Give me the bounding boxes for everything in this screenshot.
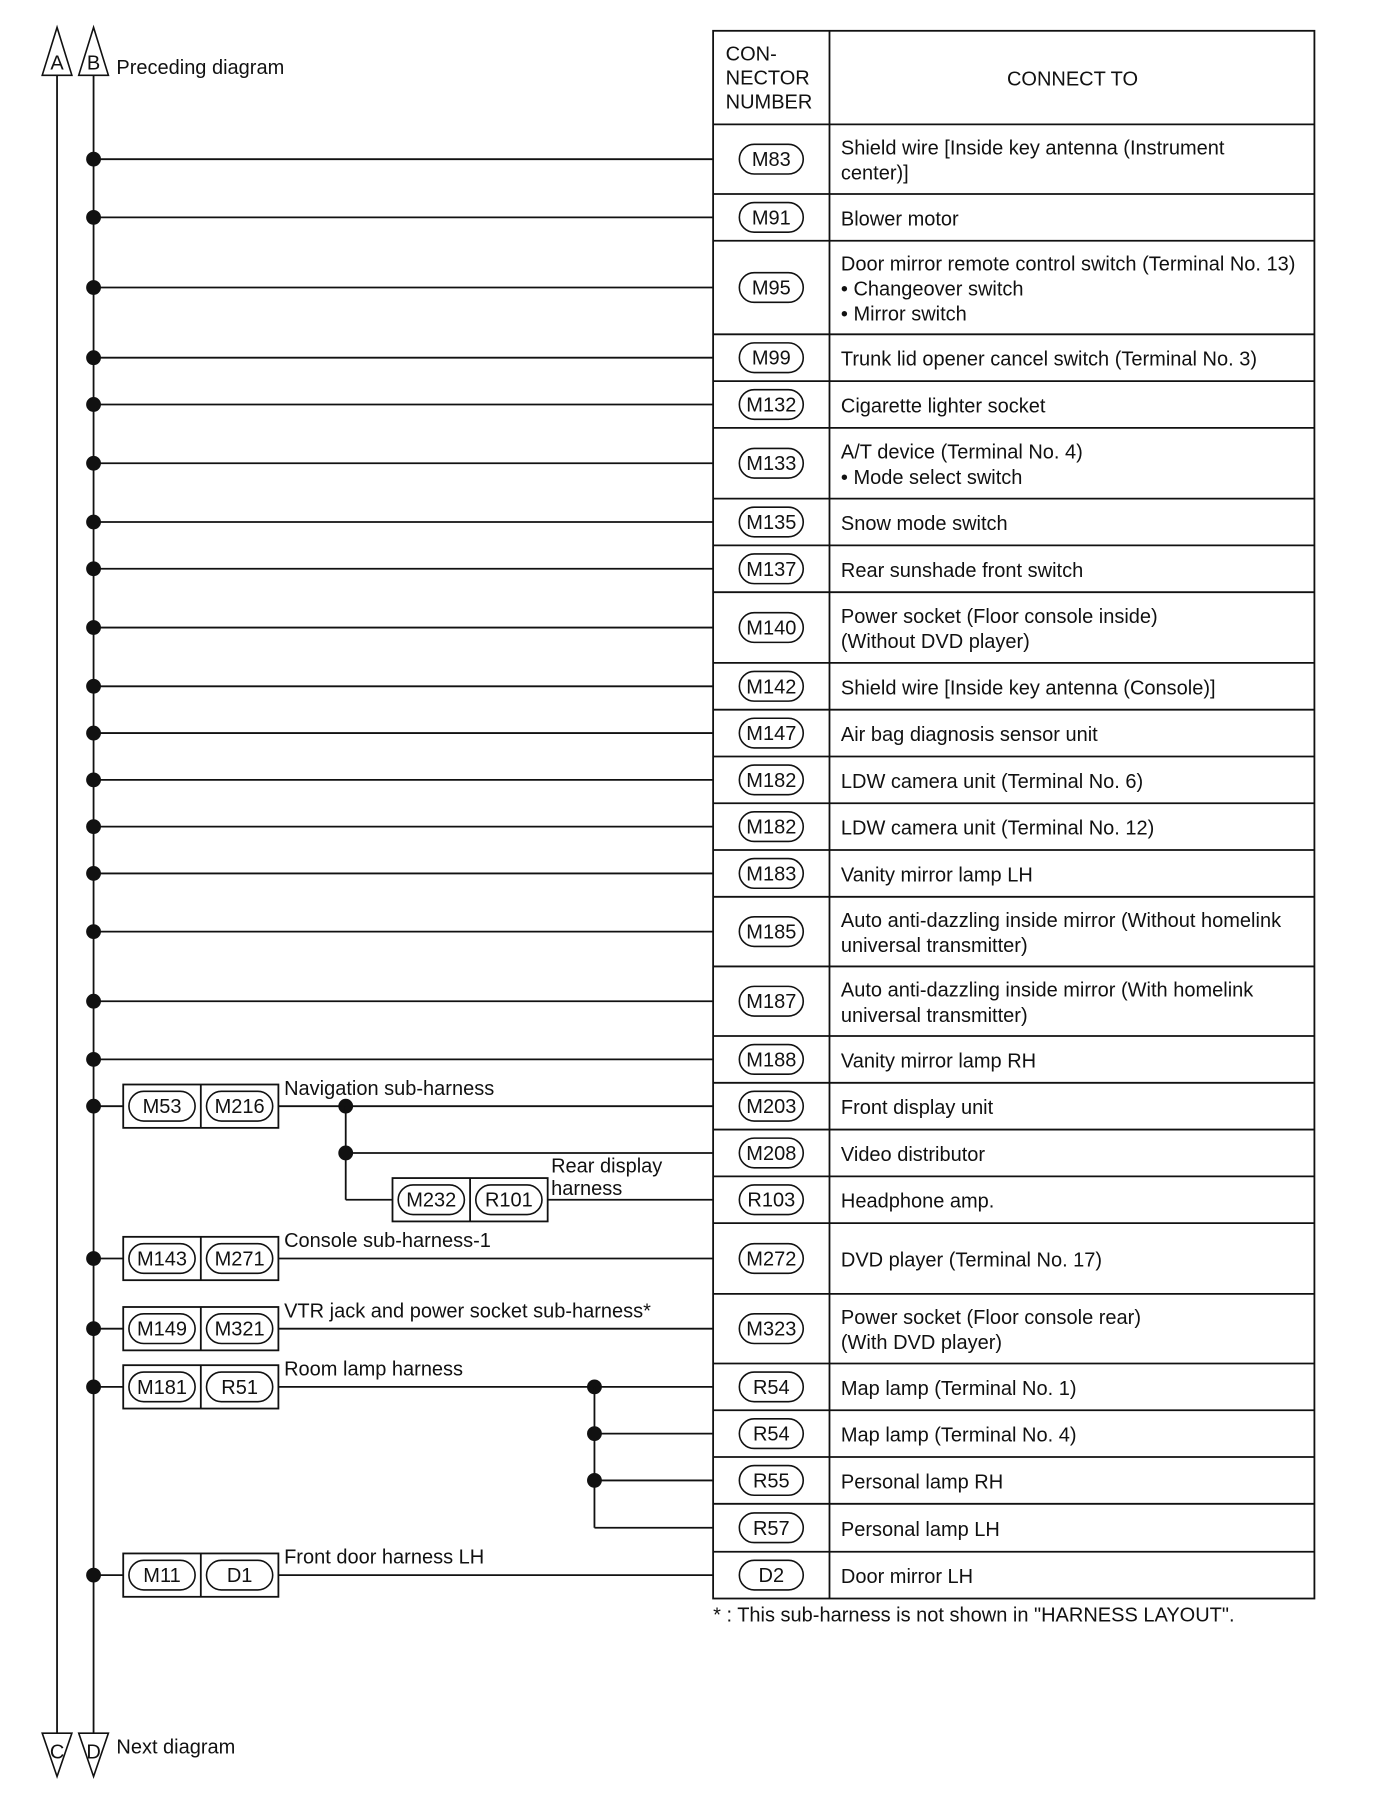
connector-label: R51: [221, 1376, 258, 1399]
row-connector: [739, 859, 803, 889]
row-connector: [739, 613, 803, 643]
pair-right-connector: [476, 1185, 542, 1215]
pair-left-connector: [398, 1185, 464, 1215]
row-connect-to-text: • Mode select switch: [840, 466, 1023, 489]
row-connector: [739, 671, 803, 701]
splice-node: [86, 1099, 101, 1114]
splice-node: [86, 819, 101, 834]
splice-node: [86, 866, 101, 881]
row-connect-to-text: Front display unit: [840, 1097, 994, 1120]
sub-harness-rear-display: [392, 1178, 547, 1221]
splice-node: [86, 1052, 101, 1067]
row-connector: [739, 1244, 803, 1274]
connector-label: M271: [214, 1248, 265, 1271]
row-connect-to-text: A/T device (Terminal No. 4): [840, 441, 1083, 464]
row-connect-to-text: Map lamp (Terminal No. 4): [840, 1424, 1077, 1447]
row-connector: [739, 1372, 803, 1402]
connector-label: M133: [746, 453, 797, 476]
connector-label: R55: [752, 1470, 790, 1493]
row-connector: [739, 986, 803, 1016]
connector-label: M183: [746, 863, 797, 886]
row-connect-to-text: (Without DVD player): [840, 631, 1030, 654]
sub-harness-label: Console sub-harness-1: [284, 1230, 491, 1253]
row-connect-to-text: Blower motor: [840, 208, 959, 231]
row-connector: [739, 718, 803, 748]
header-connect-to: CONNECT TO: [1006, 68, 1139, 91]
row-connect-to-text: Door mirror LH: [840, 1566, 974, 1589]
arrow-letter: B: [86, 52, 101, 75]
splice-node: [86, 515, 101, 530]
row-connector: [739, 507, 803, 537]
splice-node: [86, 772, 101, 787]
pair-right-connector: [207, 1560, 273, 1590]
connector-label: M132: [746, 394, 797, 417]
connector-label: M188: [746, 1049, 797, 1072]
connector-label: M216: [214, 1096, 265, 1119]
connector-table: [713, 31, 1314, 1599]
row-connector: [739, 1314, 803, 1344]
connector-label: M91: [751, 207, 791, 230]
pair-left-connector: [129, 1372, 195, 1402]
row-connector: [739, 1513, 803, 1543]
row-connector: [739, 917, 803, 947]
splice-node: [86, 1321, 101, 1336]
arrow-a: [42, 27, 72, 75]
splice-node: [86, 152, 101, 167]
row-connect-to-text: Vanity mirror lamp RH: [840, 1050, 1037, 1073]
row-connector: [739, 448, 803, 478]
row-connector: [739, 812, 803, 842]
row-connector: [739, 203, 803, 233]
connector-label: R101: [484, 1189, 533, 1212]
row-connector: [739, 554, 803, 584]
splice-node: [86, 350, 101, 365]
arrow-letter: A: [50, 52, 64, 75]
pair-left-connector: [129, 1244, 195, 1274]
pair-right-connector: [207, 1314, 273, 1344]
splice-node: [86, 1251, 101, 1266]
row-connector: [739, 273, 803, 303]
row-connect-to-text: Snow mode switch: [840, 512, 1008, 535]
pair-right-connector: [207, 1372, 273, 1402]
connector-label: M187: [746, 991, 797, 1014]
row-connect-to-text: Door mirror remote control switch (Terminal No. 13): [840, 253, 1296, 276]
row-connect-to-text: LDW camera unit (Terminal No. 6): [840, 770, 1144, 793]
splice-node: [86, 561, 101, 576]
connector-label: M95: [751, 277, 791, 300]
splice-node: [86, 456, 101, 471]
row-connector: [739, 1466, 803, 1496]
connector-label: M182: [746, 816, 797, 839]
splice-node: [86, 924, 101, 939]
connector-label: R103: [747, 1189, 796, 1212]
connector-label: R54: [752, 1376, 790, 1399]
arrow-letter: C: [49, 1741, 65, 1764]
row-connector: [739, 1560, 803, 1590]
row-connect-to-text: (With DVD player): [840, 1332, 1003, 1355]
sub-harness-label: harness: [551, 1178, 623, 1201]
arrow-d: [79, 1733, 109, 1776]
row-connect-to-text: universal transmitter): [840, 1004, 1028, 1027]
splice-node: [86, 726, 101, 741]
connector-label: M149: [137, 1318, 188, 1341]
sub-harness-label: VTR jack and power socket sub-harness*: [284, 1300, 651, 1323]
connector-label: M83: [751, 149, 791, 172]
connector-label: M323: [746, 1318, 797, 1341]
connector-label: R57: [752, 1517, 790, 1540]
row-connector: [739, 1185, 803, 1215]
row-connect-to-text: universal transmitter): [840, 935, 1028, 958]
splice-node: [587, 1473, 602, 1488]
row-connect-to-text: Headphone amp.: [840, 1190, 995, 1213]
connector-label: M147: [746, 723, 797, 746]
connector-label: M181: [137, 1376, 188, 1399]
row-connect-to-text: Personal lamp RH: [840, 1471, 1004, 1494]
connector-label: M208: [746, 1142, 797, 1165]
splice-node: [86, 1568, 101, 1583]
connector-label: R54: [752, 1423, 790, 1446]
connector-label: M140: [746, 617, 797, 640]
splice-node: [86, 280, 101, 295]
splice-node: [86, 679, 101, 694]
connector-label: M272: [746, 1248, 797, 1271]
row-connect-to-text: Rear sunshade front switch: [840, 559, 1084, 582]
splice-node: [86, 1379, 101, 1394]
sub-harness-console: [123, 1237, 278, 1280]
row-connect-to-text: Air bag diagnosis sensor unit: [840, 724, 1098, 747]
sub-harness-vtr: [123, 1307, 278, 1350]
row-connect-to-text: Personal lamp LH: [840, 1518, 1000, 1541]
splice-node: [86, 397, 101, 412]
row-connect-to-text: DVD player (Terminal No. 17): [840, 1249, 1103, 1272]
row-connector: [739, 1419, 803, 1449]
preceding-diagram-label: Preceding diagram: [116, 57, 285, 80]
header-connector-number: NECTOR: [725, 67, 810, 90]
row-connect-to-text: Power socket (Floor console rear): [840, 1307, 1142, 1330]
connector-label: M11: [143, 1565, 181, 1588]
splice-node: [587, 1426, 602, 1441]
sub-harness-navigation: [123, 1085, 278, 1128]
sub-harness-label: Front door harness LH: [284, 1546, 485, 1569]
row-connect-to-text: Shield wire [Inside key antenna (Instrument: [840, 137, 1225, 160]
connector-label: M135: [746, 512, 797, 534]
row-connector: [739, 343, 803, 373]
row-connect-to-text: • Changeover switch: [840, 278, 1024, 301]
sub-harness-room-lamp: [123, 1365, 278, 1408]
wires-layer: [57, 57, 713, 1751]
row-connector: [739, 1045, 803, 1075]
pair-right-connector: [207, 1091, 273, 1121]
connector-label: M203: [746, 1096, 797, 1119]
row-connector: [739, 1091, 803, 1121]
splice-node: [338, 1146, 353, 1161]
row-connect-to-text: Trunk lid opener cancel switch (Terminal No. 3): [840, 348, 1257, 371]
sub-harness-label: Navigation sub-harness: [284, 1077, 495, 1100]
sub-harness-front-door: [123, 1553, 278, 1596]
pair-right-connector: [207, 1244, 273, 1274]
sub-harness-label: Room lamp harness: [284, 1358, 464, 1381]
row-connect-to-text: Shield wire [Inside key antenna (Console)]: [840, 677, 1216, 700]
connector-label: M321: [214, 1318, 265, 1341]
row-connect-to-text: Map lamp (Terminal No. 1): [840, 1377, 1077, 1400]
sub-harness-label: Rear display: [551, 1155, 663, 1178]
connector-label: M137: [746, 558, 797, 581]
connector-label: M142: [746, 676, 797, 699]
connector-label: M185: [746, 921, 797, 944]
connector-label: M182: [746, 769, 797, 792]
row-connect-to-text: Auto anti-dazzling inside mirror (Without homelink: [840, 910, 1282, 933]
arrow-letter: D: [86, 1741, 101, 1764]
connector-label: M143: [137, 1248, 188, 1271]
row-connect-to-text: Auto anti-dazzling inside mirror (With homelink: [840, 979, 1254, 1002]
pair-left-connector: [129, 1314, 195, 1344]
row-connect-to-text: Power socket (Floor console inside): [840, 605, 1158, 628]
row-connect-to-text: • Mirror switch: [840, 303, 967, 326]
row-connector: [739, 765, 803, 795]
row-connector: [739, 390, 803, 420]
connector-label: M53: [142, 1096, 182, 1119]
row-connector: [739, 1138, 803, 1168]
connector-label: M99: [751, 347, 791, 370]
splice-node: [86, 210, 101, 225]
row-connect-to-text: center)]: [840, 162, 909, 185]
pair-left-connector: [129, 1091, 195, 1121]
row-connector: [739, 144, 803, 174]
footnote: * : This sub-harness is not shown in "HARNESS LAYOUT".: [713, 1604, 1235, 1627]
arrow-c: [42, 1733, 72, 1776]
connector-label: D2: [758, 1565, 785, 1588]
next-diagram-label: Next diagram: [116, 1736, 236, 1759]
arrow-b: [79, 27, 109, 75]
sub-harness-layer: [123, 1078, 662, 1597]
row-connect-to-text: LDW camera unit (Terminal No. 12): [840, 817, 1155, 840]
splice-node: [86, 620, 101, 635]
header-connector-number: CON-: [725, 43, 777, 66]
row-connect-to-text: Vanity mirror lamp LH: [840, 864, 1033, 887]
header-connector-number: NUMBER: [725, 91, 813, 114]
row-connect-to-text: Cigarette lighter socket: [840, 395, 1046, 418]
connector-label: D1: [226, 1565, 253, 1588]
row-connect-to-text: Video distributor: [840, 1143, 986, 1166]
splice-node: [86, 994, 101, 1009]
connector-label: M232: [406, 1189, 457, 1212]
pair-left-connector: [129, 1560, 195, 1590]
